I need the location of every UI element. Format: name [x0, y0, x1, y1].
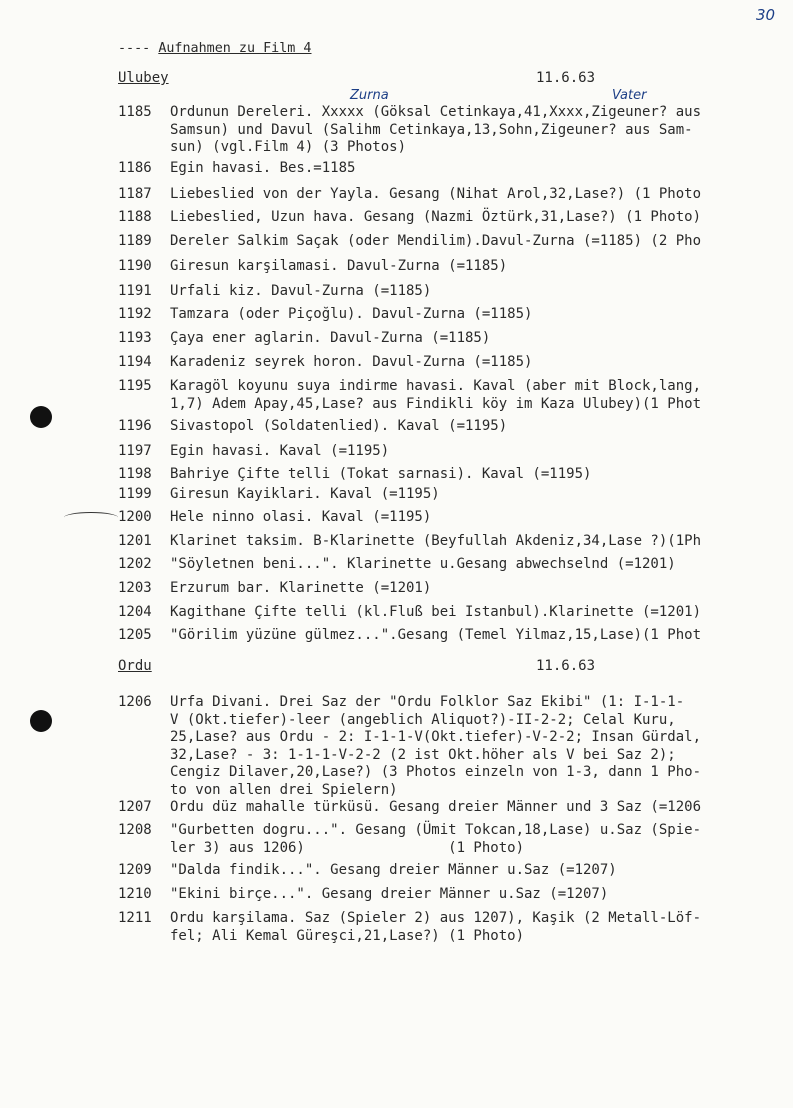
entry-text-line: Bahriye Çifte telli (Tokat sarnasi). Kaval (=1195) — [170, 466, 592, 482]
entry-text-line: to von allen drei Spielern) — [170, 781, 398, 798]
entry-number: 1202 — [118, 556, 152, 572]
entry-text-line: V (Okt.tiefer)-leer (angeblich Aliquot?)-II-2-2; Celal Kuru, — [170, 711, 676, 728]
entry-number: 1200 — [118, 509, 152, 525]
entry-text-line: Giresun karşilamasi. Davul-Zurna (=1185) — [170, 258, 508, 274]
entry-text-line: "Dalda findik...". Gesang dreier Männer u.Saz (=1207) — [170, 862, 617, 878]
section-ulubey — [118, 70, 169, 87]
entry-text-line: Hele ninno olasi. Kaval (=1195) — [170, 509, 432, 525]
entry-text-line: ler 3) aus 1206) (1 Photo) — [170, 839, 525, 856]
entry-text-line: Egin havasi. Kaval (=1195) — [170, 443, 390, 459]
entry-number: 1187 — [118, 186, 152, 202]
punch-hole-icon — [30, 710, 52, 732]
section-date: 11.6.63 — [536, 658, 596, 674]
entry-number: 1208 — [118, 822, 152, 838]
entry-text-line: Klarinet taksim. B-Klarinette (Beyfullah Akdeniz,34,Lase ?)(1Ph — [170, 533, 702, 549]
entry-text-line: Kagithane Çifte telli (kl.Fluß bei Istanbul).Klarinette (=1201) — [170, 604, 702, 620]
section-date: 11.6.63 — [536, 70, 596, 86]
entry-number: 1195 — [118, 378, 152, 394]
entry-number: 1194 — [118, 354, 152, 370]
entry-text-line: Tamzara (oder Piçoğlu). Davul-Zurna (=1185) — [170, 306, 533, 322]
entry-number: 1198 — [118, 466, 152, 482]
entry-text-line: Dereler Salkim Saçak (oder Mendilim).Davul-Zurna (=1185) (2 Pho — [170, 233, 702, 249]
heading-prefix: ---- — [118, 41, 151, 56]
entry-text-line: Erzurum bar. Klarinette (=1201) — [170, 580, 432, 596]
section-ordu — [118, 658, 152, 675]
entry-text-line: Ordu karşilama. Saz (Spieler 2) aus 1207), Kaşik (2 Metall-Löf- — [170, 910, 702, 926]
entry-number: 1192 — [118, 306, 152, 322]
entry-number: 1207 — [118, 799, 152, 815]
punch-hole-icon — [30, 406, 52, 428]
entry-text-line: Cengiz Dilaver,20,Lase?) (3 Photos einzeln von 1-3, dann 1 Pho- — [170, 764, 702, 780]
entry-text-line: Karadeniz seyrek horon. Davul-Zurna (=1185) — [170, 354, 533, 370]
entry-text-line: "Görilim yüzüne gülmez...".Gesang (Temel Yilmaz,15,Lase)(1 Phot — [170, 627, 702, 643]
entry-text-line: 32,Lase? - 3: 1-1-1-V-2-2 (2 ist Okt.höher als V bei Saz 2); — [170, 746, 676, 763]
entry-text-line: fel; Ali Kemal Güreşci,21,Lase?) (1 Photo) — [170, 927, 525, 944]
entry-number: 1203 — [118, 580, 152, 596]
entry-text-line: Ordu düz mahalle türküsü. Gesang dreier Männer und 3 Saz (=1206 — [170, 799, 702, 815]
entry-number: 1188 — [118, 209, 152, 225]
entry-number: 1197 — [118, 443, 152, 459]
entry-text-line: Karagöl koyunu suya indirme havasi. Kaval (aber mit Block,lang, — [170, 378, 702, 394]
entry-number: 1205 — [118, 627, 152, 643]
entry-number: 1189 — [118, 233, 152, 249]
entry-number: 1199 — [118, 486, 152, 502]
entry-number: 1186 — [118, 160, 152, 176]
entry-text-line: Samsun) und Davul (Salihm Cetinkaya,13,Sohn,Zigeuner? aus Sam- — [170, 121, 693, 138]
entry-text-line: "Gurbetten dogru...". Gesang (Ümit Tokcan,18,Lase) u.Saz (Spie- — [170, 822, 702, 838]
entry-text-line: "Ekini birçe...". Gesang dreier Männer u.Saz (=1207) — [170, 886, 609, 902]
entry-number: 1191 — [118, 283, 152, 299]
annotation-zurna: Zurna — [350, 88, 389, 103]
entry-number: 1210 — [118, 886, 152, 902]
entry-number: 1190 — [118, 258, 152, 274]
section-name: Ordu — [118, 658, 152, 674]
entry-text-line: "Söyletnen beni...". Klarinette u.Gesang abwechselnd (=1201) — [170, 556, 676, 572]
entry-text-line: Urfa Divani. Drei Saz der "Ordu Folklor Saz Ekibi" (1: I-1-1- — [170, 694, 685, 710]
entry-number: 1211 — [118, 910, 152, 926]
entry-text-line: Liebeslied von der Yayla. Gesang (Nihat Arol,32,Lase?) (1 Photo — [170, 186, 702, 202]
entry-text-line: Urfali kiz. Davul-Zurna (=1185) — [170, 283, 432, 299]
entry-number: 1201 — [118, 533, 152, 549]
entry-text-line: 1,7) Adem Apay,45,Lase? aus Findikli köy im Kaza Ulubey)(1 Phot — [170, 395, 702, 412]
entry-text-line: Liebeslied, Uzun hava. Gesang (Nazmi Öztürk,31,Lase?) (1 Photo) — [170, 209, 702, 225]
entry-text-line: sun) (vgl.Film 4) (3 Photos) — [170, 139, 407, 155]
entry-text-line: Çaya ener aglarin. Davul-Zurna (=1185) — [170, 330, 491, 346]
heading-title: Aufnahmen zu Film 4 — [158, 41, 312, 56]
section-name: Ulubey — [118, 70, 169, 86]
entry-text-line: Giresun Kayiklari. Kaval (=1195) — [170, 486, 440, 502]
entry-number: 1196 — [118, 418, 152, 434]
entry-text-line: 25,Lase? aus Ordu - 2: I-1-1-V(Okt.tiefer)-V-2-2; Insan Gürdal, — [170, 729, 702, 745]
entry-number: 1185 — [118, 104, 152, 120]
entry-text-line: Ordunun Dereleri. Xxxxx (Göksal Cetinkaya,41,Xxxx,Zigeuner? aus — [170, 104, 702, 120]
margin-stroke-icon — [64, 512, 118, 523]
entry-number: 1206 — [118, 694, 152, 710]
entry-text-line: Sivastopol (Soldatenlied). Kaval (=1195) — [170, 418, 508, 434]
entry-text-line: Egin havasi. Bes.=1185 — [170, 160, 356, 176]
entry-number: 1193 — [118, 330, 152, 346]
page-heading — [118, 40, 312, 57]
entry-number: 1204 — [118, 604, 152, 620]
entry-number: 1209 — [118, 862, 152, 878]
page-number: 30 — [756, 6, 776, 24]
annotation-vater: Vater — [612, 88, 647, 103]
